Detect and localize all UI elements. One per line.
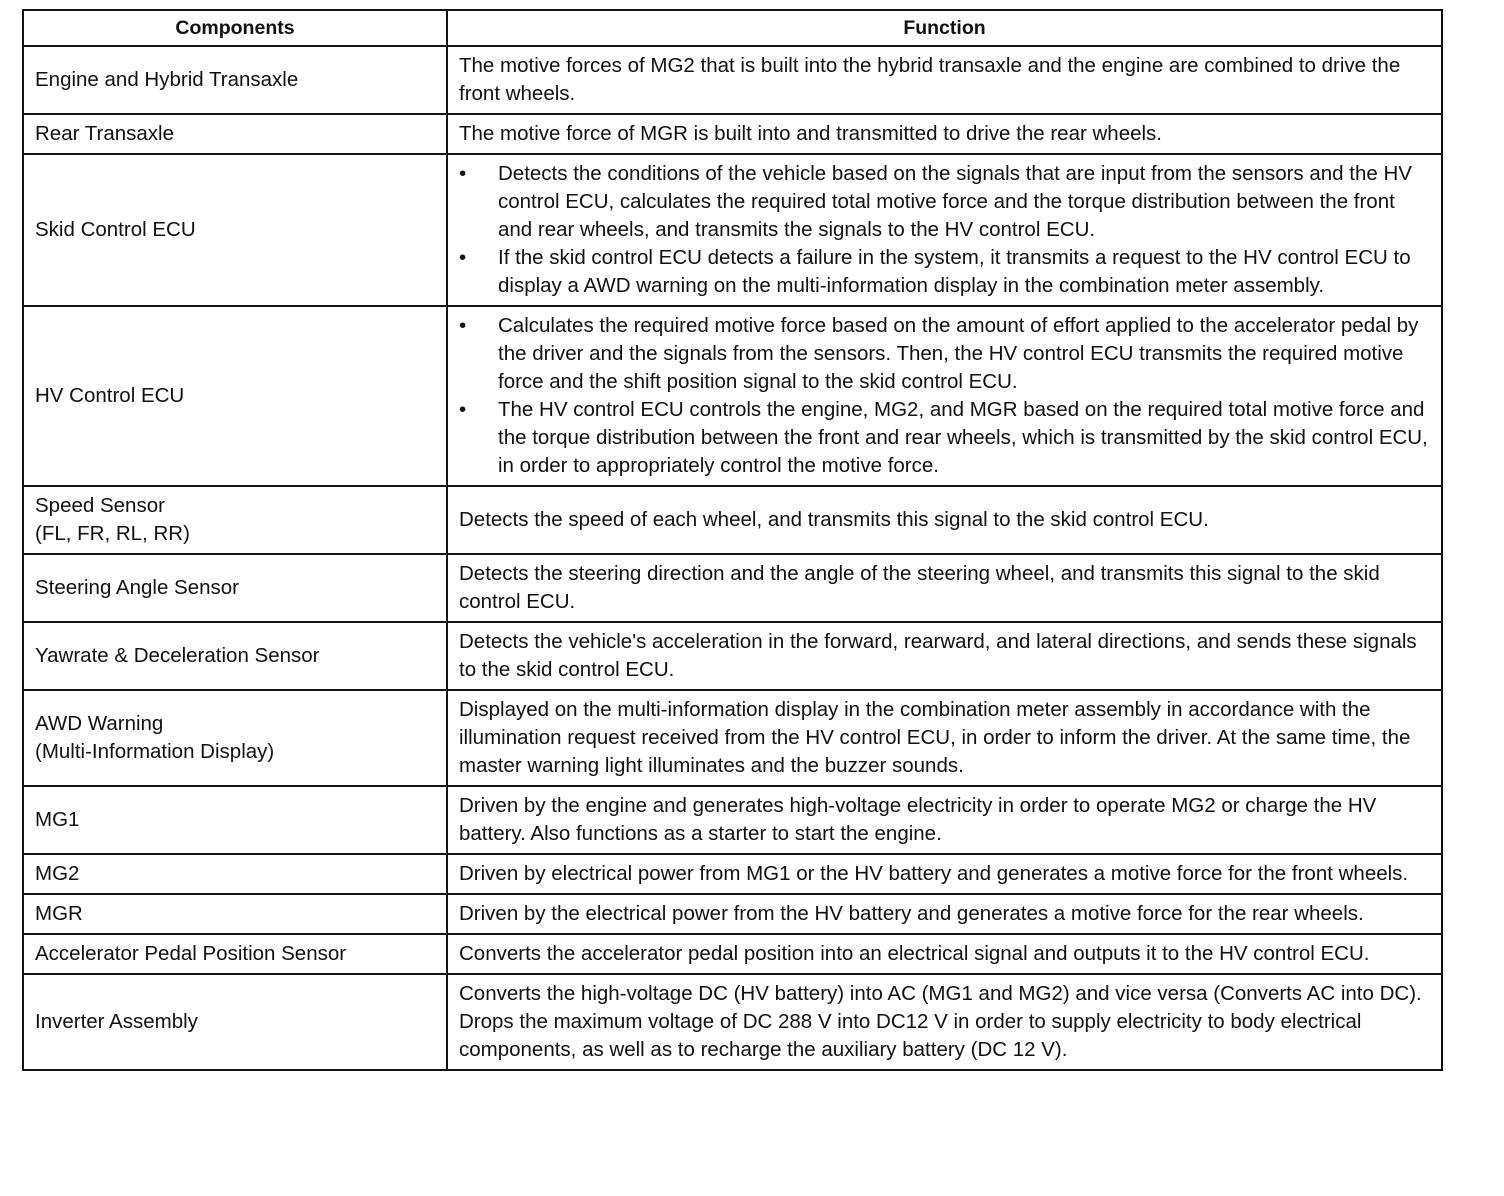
component-cell: Speed Sensor (FL, FR, RL, RR)	[23, 486, 447, 554]
components-column-header: Components	[23, 10, 447, 46]
bullet-icon: •	[459, 398, 467, 421]
table-row	[23, 786, 1442, 854]
function-cell	[447, 786, 1442, 854]
function-text: The motive force of MGR is built into and transmitted to drive the rear wheels.	[459, 122, 1162, 145]
table-row	[23, 854, 1442, 894]
component-cell: Inverter Assembly	[23, 974, 447, 1070]
function-text: Drops the maximum voltage of DC 288 V into DC12 V in order to supply electricity to body electrical components, as well as to recharge the auxiliary battery (DC 12 V).	[459, 1010, 1362, 1061]
components-function-table	[22, 9, 1443, 1071]
function-cell	[447, 622, 1442, 690]
function-cell	[447, 894, 1442, 934]
function-cell	[447, 486, 1442, 554]
component-cell: MG1	[23, 786, 447, 854]
function-text: Detects the speed of each wheel, and transmits this signal to the skid control ECU.	[459, 508, 1209, 531]
table-row	[23, 894, 1442, 934]
component-cell: Accelerator Pedal Position Sensor	[23, 934, 447, 974]
bullet-icon: •	[459, 246, 467, 269]
function-text: Driven by the engine and generates high-voltage electricity in order to operate MG2 or charge the HV battery. Also functions as a starter to start the engine.	[459, 794, 1377, 845]
component-cell: Rear Transaxle	[23, 114, 447, 154]
function-cell	[447, 690, 1442, 786]
table-row	[23, 934, 1442, 974]
function-cell	[447, 306, 1442, 486]
list-item	[459, 244, 1433, 300]
bullet-text: Detects the conditions of the vehicle based on the signals that are input from the sensors and the HV control ECU, calculates the required total motive force and the torque distribution between the front and rear wheels, and transmits the signals to the HV control ECU.	[498, 162, 1412, 241]
function-text: Driven by electrical power from MG1 or the HV battery and generates a motive force for the front wheels.	[459, 862, 1409, 885]
function-cell	[447, 974, 1442, 1070]
table-row	[23, 486, 1442, 554]
function-cell	[447, 934, 1442, 974]
function-text: Converts the high-voltage DC (HV battery) into AC (MG1 and MG2) and vice versa (Converts AC into DC).	[459, 982, 1422, 1005]
function-text: Detects the vehicle's acceleration in the forward, rearward, and lateral directions, and sends these signals to the skid control ECU.	[459, 630, 1417, 681]
table-row	[23, 154, 1442, 306]
bullet-icon: •	[459, 162, 467, 185]
list-item	[459, 160, 1433, 244]
function-text: Converts the accelerator pedal position into an electrical signal and outputs it to the HV control ECU.	[459, 942, 1370, 965]
function-cell	[447, 554, 1442, 622]
table-row	[23, 306, 1442, 486]
table-row	[23, 46, 1442, 114]
function-cell	[447, 114, 1442, 154]
table-row	[23, 622, 1442, 690]
function-cell	[447, 154, 1442, 306]
bullet-text: The HV control ECU controls the engine, MG2, and MGR based on the required total motive force and the torque distribution between the front and rear wheels, which is transmitted by the skid control ECU, in order to appropriately control the motive force.	[498, 398, 1428, 477]
component-cell: Skid Control ECU	[23, 154, 447, 306]
table-row	[23, 554, 1442, 622]
component-cell: MGR	[23, 894, 447, 934]
function-bullet-list	[459, 312, 1433, 480]
component-cell: AWD Warning (Multi-Information Display)	[23, 690, 447, 786]
function-bullet-list	[459, 160, 1433, 300]
bullet-icon: •	[459, 314, 467, 337]
function-column-header: Function	[447, 10, 1442, 46]
function-cell	[447, 854, 1442, 894]
table-row	[23, 114, 1442, 154]
component-cell: Steering Angle Sensor	[23, 554, 447, 622]
component-cell: Yawrate & Deceleration Sensor	[23, 622, 447, 690]
list-item	[459, 312, 1433, 396]
table-row	[23, 690, 1442, 786]
bullet-text: If the skid control ECU detects a failure in the system, it transmits a request to the HV control ECU to display a AWD warning on the multi-information display in the combination meter assembly.	[498, 246, 1411, 297]
component-cell: Engine and Hybrid Transaxle	[23, 46, 447, 114]
table-body	[23, 46, 1442, 1070]
function-text: Detects the steering direction and the angle of the steering wheel, and transmits this signal to the skid control ECU.	[459, 562, 1380, 613]
bullet-text: Calculates the required motive force based on the amount of effort applied to the accelerator pedal by the driver and the signals from the sensors. Then, the HV control ECU transmits the required motive force and the shift position signal to the skid control ECU.	[498, 314, 1419, 393]
function-text: Driven by the electrical power from the HV battery and generates a motive force for the rear wheels.	[459, 902, 1364, 925]
function-text: The motive forces of MG2 that is built into the hybrid transaxle and the engine are combined to drive the front wheels.	[459, 54, 1401, 105]
function-text: Displayed on the multi-information display in the combination meter assembly in accordance with the illumination request received from the HV control ECU, in order to inform the driver. At the same time, the master warning light illuminates and the buzzer sounds.	[459, 698, 1411, 777]
component-cell: HV Control ECU	[23, 306, 447, 486]
list-item	[459, 396, 1433, 480]
table-row	[23, 974, 1442, 1070]
table-header-row	[23, 10, 1442, 46]
function-cell	[447, 46, 1442, 114]
component-cell: MG2	[23, 854, 447, 894]
